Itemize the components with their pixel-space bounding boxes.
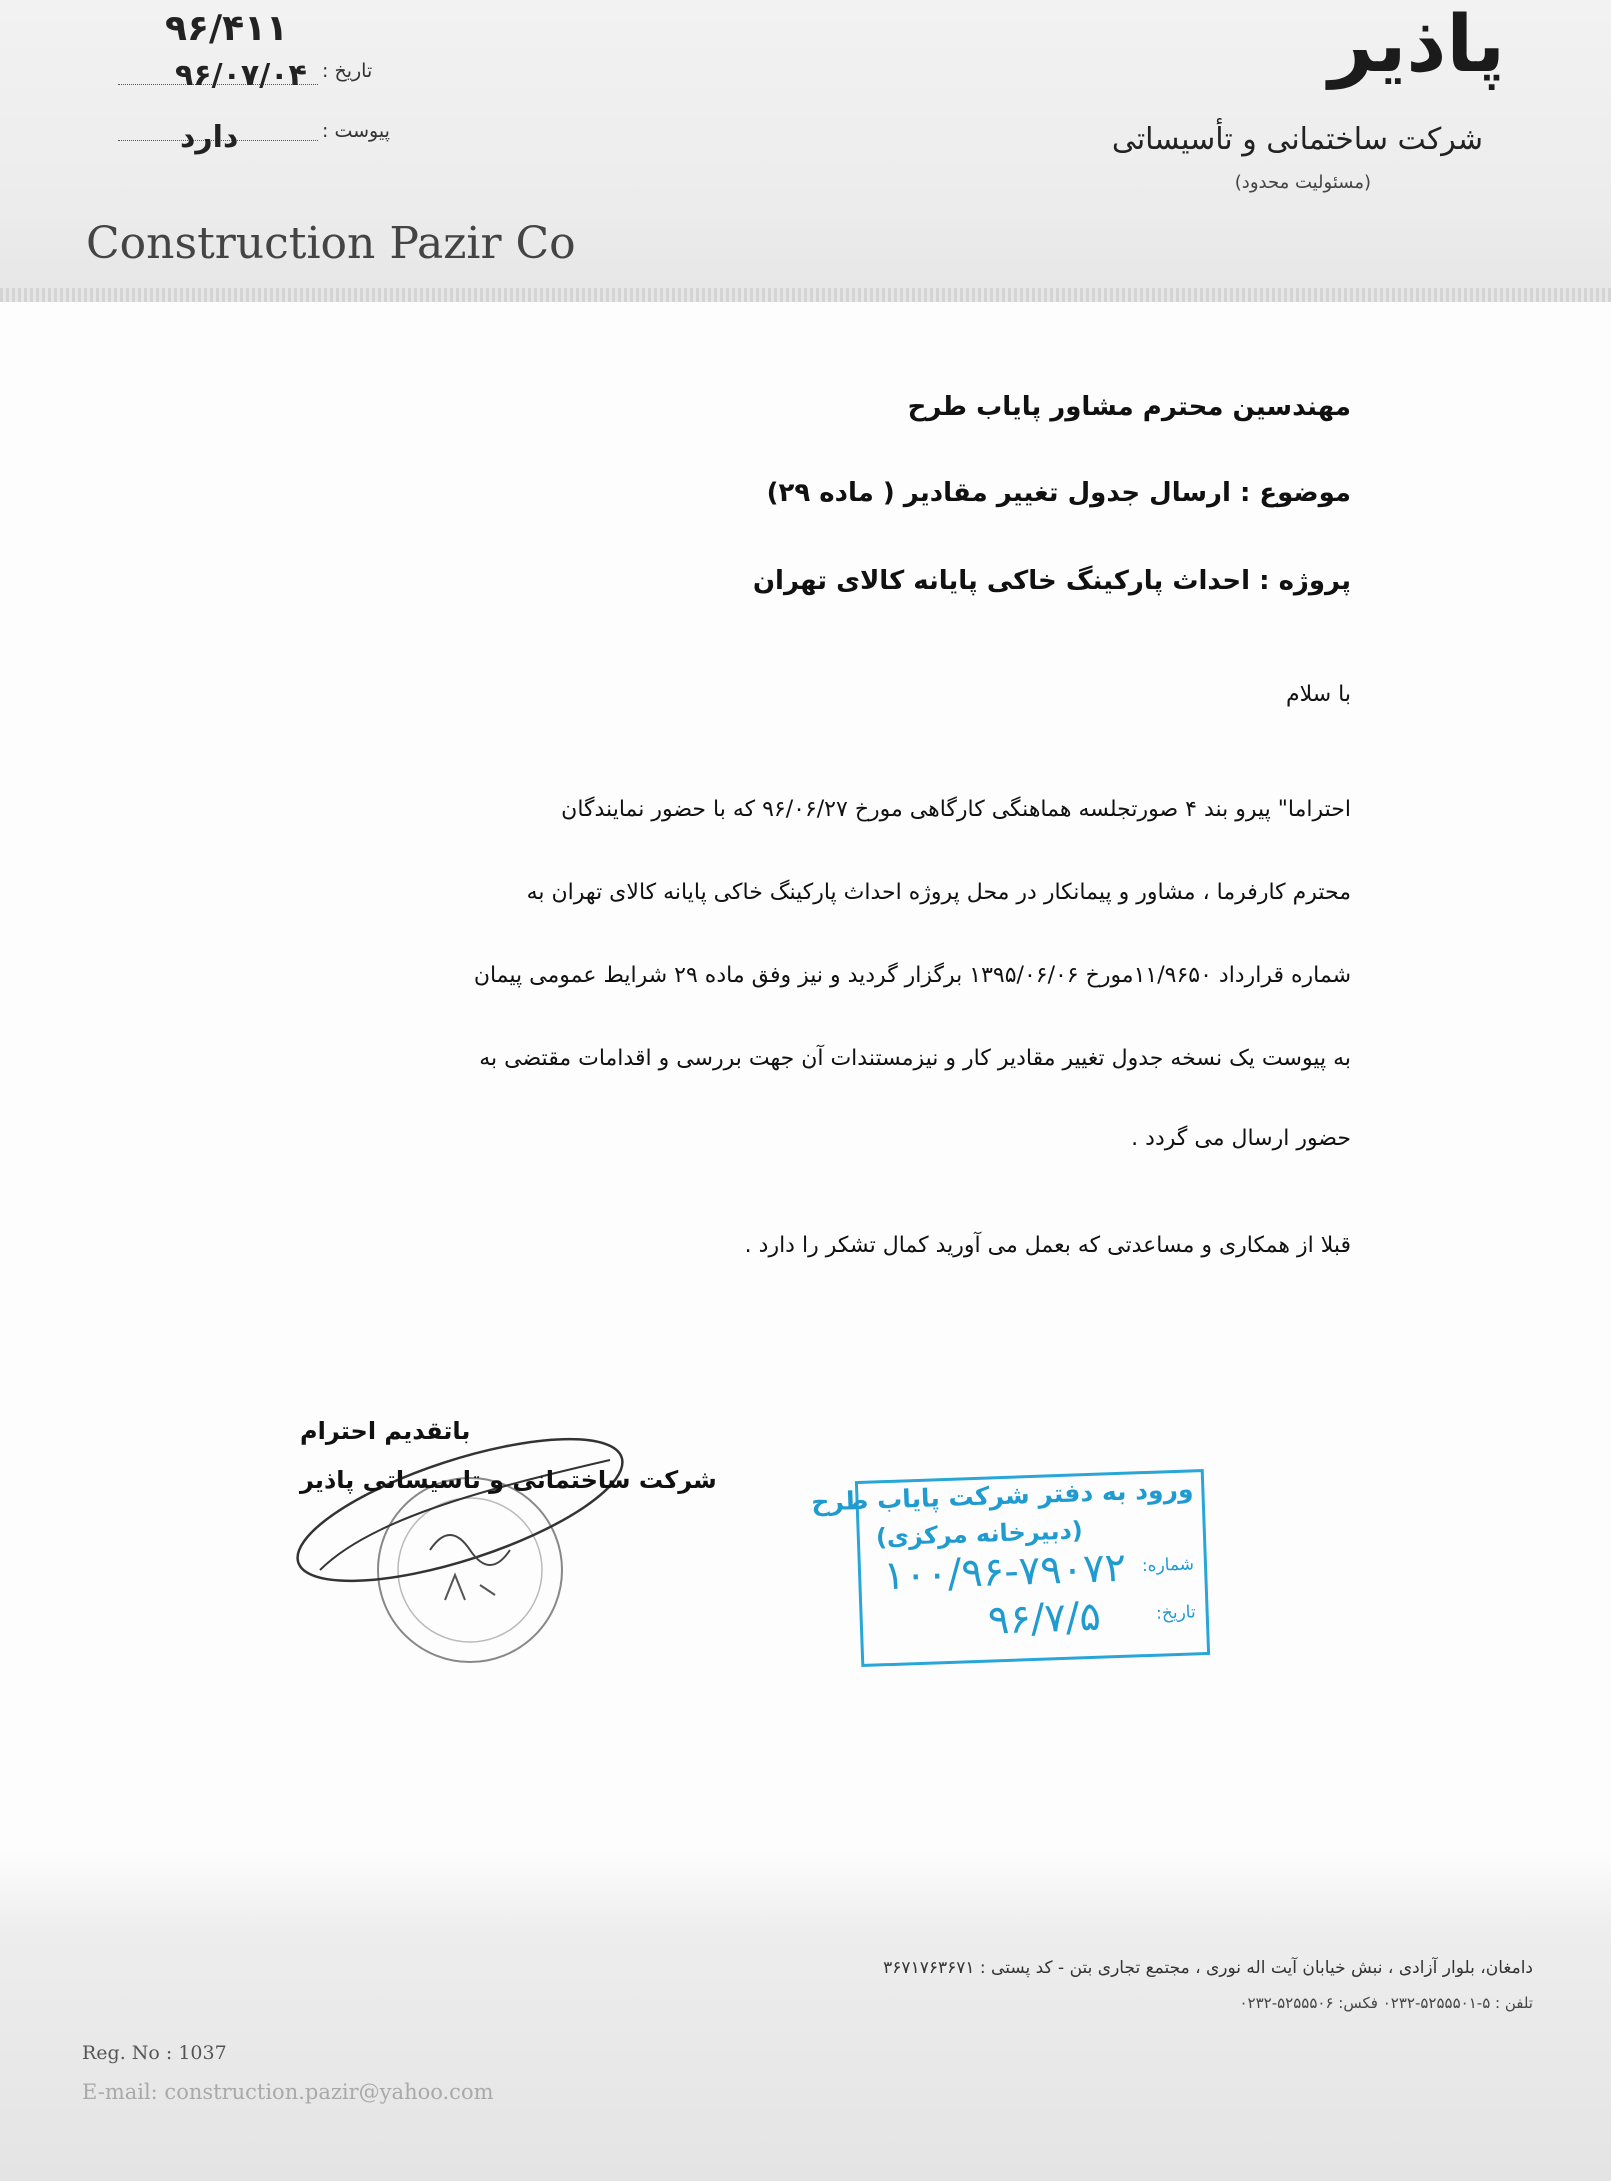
company-type: (مسئولیت محدود) xyxy=(1234,172,1371,193)
recipient-line: مهندسین محترم مشاور پایاب طرح xyxy=(907,392,1351,422)
date-label: تاریخ : xyxy=(322,60,373,82)
body-line: محترم کارفرما ، مشاور و پیمانکار در محل پروژه احداث پارکینگ خاکی پایانه کالای تهران به xyxy=(526,880,1351,905)
body-line: به پیوست یک نسخه جدول تغییر مقادیر کار و نیزمستندات آن جهت بررسی و اقدامات مقتضی به xyxy=(479,1046,1351,1071)
stamp-date: ۹۶/۷/۵ xyxy=(987,1593,1102,1644)
closing-phrase: باتقدیم احترام xyxy=(300,1417,471,1445)
company-email: E-mail: construction.pazir@yahoo.com xyxy=(82,2080,494,2104)
letter-number: ۹۶/۴۱۱ xyxy=(165,8,289,49)
footer-band xyxy=(0,1850,1611,2181)
brand-logo: پاذیر xyxy=(1328,0,1505,90)
attachment-label: پیوست : xyxy=(322,120,390,142)
company-name-persian: شرکت ساختمانی و تأسیساتی xyxy=(1111,122,1483,157)
registration-number: Reg. No : 1037 xyxy=(82,2042,227,2064)
body-line: احتراما" پیرو بند ۴ صورتجلسه هماهنگی کارگاهی مورخ ۹۶/۰۶/۲۷ که با حضور نمایندگان xyxy=(561,797,1351,822)
stamp-subtitle: (دبیرخانه مرکزی) xyxy=(875,1516,1084,1552)
company-name-english: Construction Pazir Co xyxy=(86,218,576,269)
letterhead-divider xyxy=(0,288,1611,302)
received-stamp xyxy=(810,1469,1210,1667)
company-address: دامغان، بلوار آزادی ، نبش خیابان آیت اله نوری ، مجتمع تجاری بتن - کد پستی : ۳۶۷۱۷۶۳۶۷۱ xyxy=(883,1958,1533,1978)
body-line: شماره قرارداد ۱۱/۹۶۵۰مورخ ۱۳۹۵/۰۶/۰۶ برگزار گردید و نیز وفق ماده ۲۹ شرایط عمومی پیمان xyxy=(473,963,1351,988)
body-line: حضور ارسال می گردد . xyxy=(1131,1126,1351,1151)
stamp-number-label: شماره: xyxy=(1141,1554,1195,1577)
subject-line: موضوع : ارسال جدول تغییر مقادیر ( ماده ۲۹) xyxy=(766,478,1351,508)
attachment-value: دارد xyxy=(180,120,239,155)
stamp-date-label: تاریخ: xyxy=(1155,1602,1196,1624)
greeting: با سلام xyxy=(1285,682,1351,707)
stamp-title: ورود به دفتر شرکت پایاب طرح xyxy=(810,1474,1194,1517)
signer-company: شرکت ساختمانی و تاسیساتی پاذیر xyxy=(300,1466,717,1494)
project-line: پروژه : احداث پارکینگ خاکی پایانه کالای تهران xyxy=(752,566,1351,596)
thanks-line: قبلا از همکاری و مساعدتی که بعمل می آورید کمال تشکر را دارد . xyxy=(744,1233,1351,1258)
company-phone-fax: تلفن : ۵-۵۲۵۵۵۰۱-۰۲۳۲ فکس: ۵۲۵۵۵۰۶-۰۲۳۲ xyxy=(1239,1994,1533,2012)
letter-date: ۹۶/۰۷/۰۴ xyxy=(175,58,307,93)
stamp-number: ۱۰۰/۹۶-۷۹۰۷۲ xyxy=(882,1544,1127,1600)
